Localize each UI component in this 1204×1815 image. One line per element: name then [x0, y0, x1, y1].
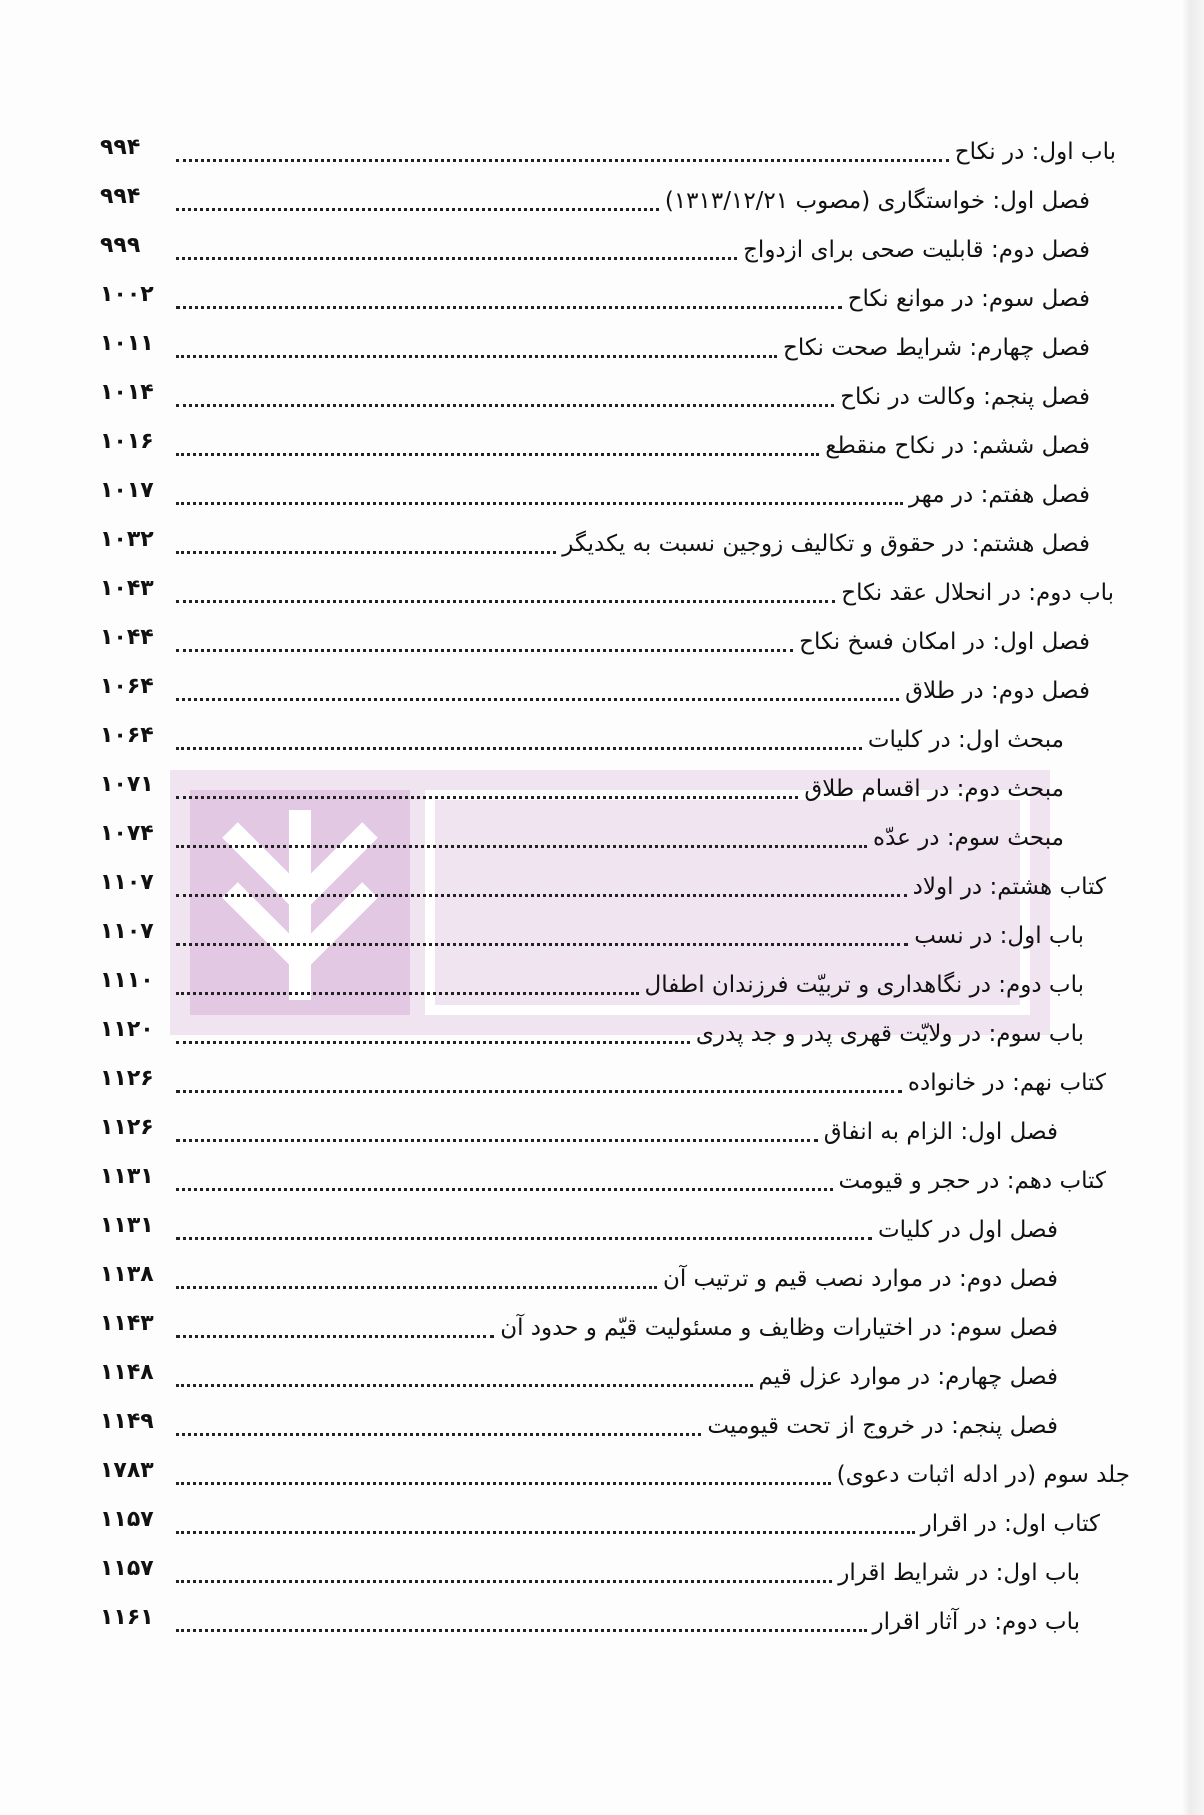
toc-entry-page: ۹۹۹ [100, 232, 141, 258]
toc-entry[interactable] [100, 670, 1090, 710]
toc-entry-title: باب سوم: در ولایّت قهری پدر و جد پدری [695, 1021, 1084, 1048]
toc-entry[interactable] [100, 1013, 1084, 1053]
toc-entry-title: فصل هشتم: در حقوق و تکالیف زوجین نسبت به یکدیگر [562, 531, 1090, 558]
toc-entry[interactable] [100, 523, 1090, 563]
toc-entry-title: فصل ششم: در نکاح منقطع [825, 433, 1090, 460]
toc-entry-page: ۱۱۳۱ [100, 1212, 154, 1238]
toc-entry[interactable] [100, 278, 1090, 318]
dot-leader [176, 1286, 657, 1289]
dot-leader [176, 894, 907, 897]
toc-entry-title: باب اول: در شرایط اقرار [838, 1560, 1080, 1587]
dot-leader [176, 1335, 494, 1338]
toc-entry-title: فصل اول: الزام به انفاق [823, 1119, 1058, 1146]
toc-entry-page: ۱۰۱۴ [100, 379, 154, 405]
dot-leader [176, 1139, 818, 1142]
dot-leader [176, 1237, 872, 1240]
toc-entry-title: کتاب اول: در اقرار [920, 1511, 1100, 1538]
toc-entry-title: فصل چهارم: در موارد عزل قیم [758, 1364, 1058, 1391]
toc-entry[interactable] [100, 131, 1116, 171]
dot-leader [176, 453, 819, 456]
dot-leader [176, 1041, 690, 1044]
toc-entry[interactable] [100, 1160, 1106, 1200]
dot-leader [176, 355, 777, 358]
toc-entry-title: مبحث سوم: در عدّه [873, 825, 1064, 852]
toc-entry[interactable] [100, 180, 1090, 220]
toc-entry-page: ۹۹۴ [100, 183, 141, 209]
toc-entry[interactable] [100, 1503, 1100, 1543]
dot-leader [176, 306, 842, 309]
toc-entry[interactable] [100, 1111, 1058, 1151]
toc-entry-title: باب اول: در نکاح [954, 139, 1116, 166]
toc-entry-title: باب دوم: در انحلال عقد نکاح [841, 580, 1114, 607]
dot-leader [176, 1629, 867, 1632]
dot-leader [176, 1384, 753, 1387]
dot-leader [176, 1482, 831, 1485]
toc-entry-page: ۱۱۲۶ [100, 1114, 154, 1140]
dot-leader [176, 159, 949, 162]
dot-leader [176, 747, 862, 750]
dot-leader [176, 502, 903, 505]
dot-leader [176, 1090, 902, 1093]
dot-leader [176, 404, 834, 407]
toc-entry-page: ۱۰۳۲ [100, 526, 154, 552]
dot-leader [176, 1433, 701, 1436]
toc-entry-title: کتاب نهم: در خانواده [907, 1070, 1106, 1097]
toc-entry[interactable] [100, 768, 1064, 808]
dot-leader [176, 796, 798, 799]
toc-entry-title: فصل اول: خواستگاری (مصوب ۱۳۱۳/۱۲/۲۱) [664, 188, 1090, 215]
toc-entry-page: ۱۱۴۹ [100, 1408, 154, 1434]
toc-entry-page: ۱۰۴۳ [100, 575, 154, 601]
toc-entry-page: ۱۰۷۴ [100, 820, 154, 846]
toc-entry-title: فصل سوم: در موانع نکاح [847, 286, 1090, 313]
toc-entry-page: ۱۰۰۲ [100, 281, 154, 307]
toc-entry-title: جلد سوم (در ادله اثبات دعوی) [836, 1462, 1130, 1489]
toc-entry-title: باب دوم: در آثار اقرار [872, 1609, 1080, 1636]
toc-entry-page: ۱۱۳۱ [100, 1163, 154, 1189]
toc-entry-page: ۱۰۶۴ [100, 722, 154, 748]
toc-entry-title: مبحث دوم: در اقسام طلاق [804, 776, 1064, 803]
toc-entry-title: فصل هفتم: در مهر [908, 482, 1090, 509]
toc-entry-page: ۱۰۴۴ [100, 624, 154, 650]
dot-leader [176, 208, 659, 211]
toc-entry[interactable] [100, 1258, 1058, 1298]
toc-entry-page: ۱۰۱۶ [100, 428, 154, 454]
toc-entry-page: ۱۰۷۱ [100, 771, 154, 797]
toc-entry-page: ۱۰۱۱ [100, 330, 154, 356]
toc-entry[interactable] [100, 474, 1090, 514]
toc-entry-title: فصل سوم: در اختیارات وظایف و مسئولیت قیّم و حدود آن [500, 1315, 1058, 1342]
toc-entry-page: ۱۱۲۰ [100, 1016, 154, 1042]
toc-entry-page: ۹۹۴ [100, 134, 141, 160]
toc-entry-title: فصل دوم: در موارد نصب قیم و ترتیب آن [662, 1266, 1058, 1293]
toc-entry-title: فصل پنجم: در خروج از تحت قیومیت [707, 1413, 1058, 1440]
toc-entry-title: فصل پنجم: وکالت در نکاح [840, 384, 1090, 411]
dot-leader [176, 845, 867, 848]
toc-entry-title: مبحث اول: در کلیات [867, 727, 1064, 754]
toc-entry-page: ۱۱۴۳ [100, 1310, 154, 1336]
toc-entry-page: ۱۱۵۷ [100, 1506, 154, 1532]
toc-entry-page: ۱۷۸۳ [100, 1457, 154, 1483]
dot-leader [176, 257, 737, 260]
toc-entry[interactable] [100, 1209, 1058, 1249]
toc-entry-page: ۱۱۲۶ [100, 1065, 154, 1091]
toc-entry-page: ۱۱۴۸ [100, 1359, 154, 1385]
dot-leader [176, 1531, 915, 1534]
dot-leader [176, 649, 793, 652]
toc-entry[interactable] [100, 621, 1090, 661]
toc-entry[interactable] [100, 817, 1064, 857]
toc-entry-title: فصل اول در کلیات [877, 1217, 1058, 1244]
toc-entry[interactable] [100, 229, 1090, 269]
dot-leader [176, 992, 639, 995]
toc-entry-title: فصل دوم: قابلیت صحی برای ازدواج [743, 237, 1090, 264]
toc-entry-title: کتاب دهم: در حجر و قیومت [838, 1168, 1106, 1195]
toc-entry-page: ۱۱۰۷ [100, 869, 154, 895]
dot-leader [176, 698, 899, 701]
toc-entry[interactable] [100, 1601, 1080, 1641]
dot-leader [176, 943, 908, 946]
toc-entry[interactable] [100, 425, 1090, 465]
toc-entry[interactable] [100, 866, 1106, 906]
toc-entry-page: ۱۱۰۷ [100, 918, 154, 944]
dot-leader [176, 600, 835, 603]
toc-entry[interactable] [100, 1405, 1058, 1445]
toc-entry[interactable] [100, 376, 1090, 416]
toc-entry[interactable] [100, 1356, 1058, 1396]
toc-entry[interactable] [100, 719, 1064, 759]
toc-entry[interactable] [100, 964, 1084, 1004]
toc-entry[interactable] [100, 1552, 1080, 1592]
toc-entry-page: ۱۰۱۷ [100, 477, 154, 503]
toc-entry[interactable] [100, 915, 1084, 955]
toc-entry-title: باب دوم: در نگاهداری و تربیّت فرزندان اطفال [644, 972, 1084, 999]
toc-entry-page: ۱۱۵۷ [100, 1555, 154, 1581]
toc-entry-page: ۱۱۱۰ [100, 967, 154, 993]
toc-entry[interactable] [100, 1454, 1130, 1494]
toc-entry[interactable] [100, 1062, 1106, 1102]
toc-entry-title: فصل چهارم: شرایط صحت نکاح [782, 335, 1090, 362]
toc-entry-title: باب اول: در نسب [914, 923, 1084, 950]
toc-entry-page: ۱۱۳۸ [100, 1261, 154, 1287]
dot-leader [176, 551, 556, 554]
toc-entry-title: فصل دوم: در طلاق [905, 678, 1090, 705]
toc-entry-page: ۱۱۶۱ [100, 1604, 154, 1630]
dot-leader [176, 1188, 833, 1191]
toc-entry[interactable] [100, 1307, 1058, 1347]
toc-entry-title: فصل اول: در امکان فسخ نکاح [799, 629, 1090, 656]
toc-entry-page: ۱۰۶۴ [100, 673, 154, 699]
toc-entry[interactable] [100, 572, 1114, 612]
toc-entry[interactable] [100, 327, 1090, 367]
toc-entry-title: کتاب هشتم: در اولاد [912, 874, 1106, 901]
dot-leader [176, 1580, 832, 1583]
